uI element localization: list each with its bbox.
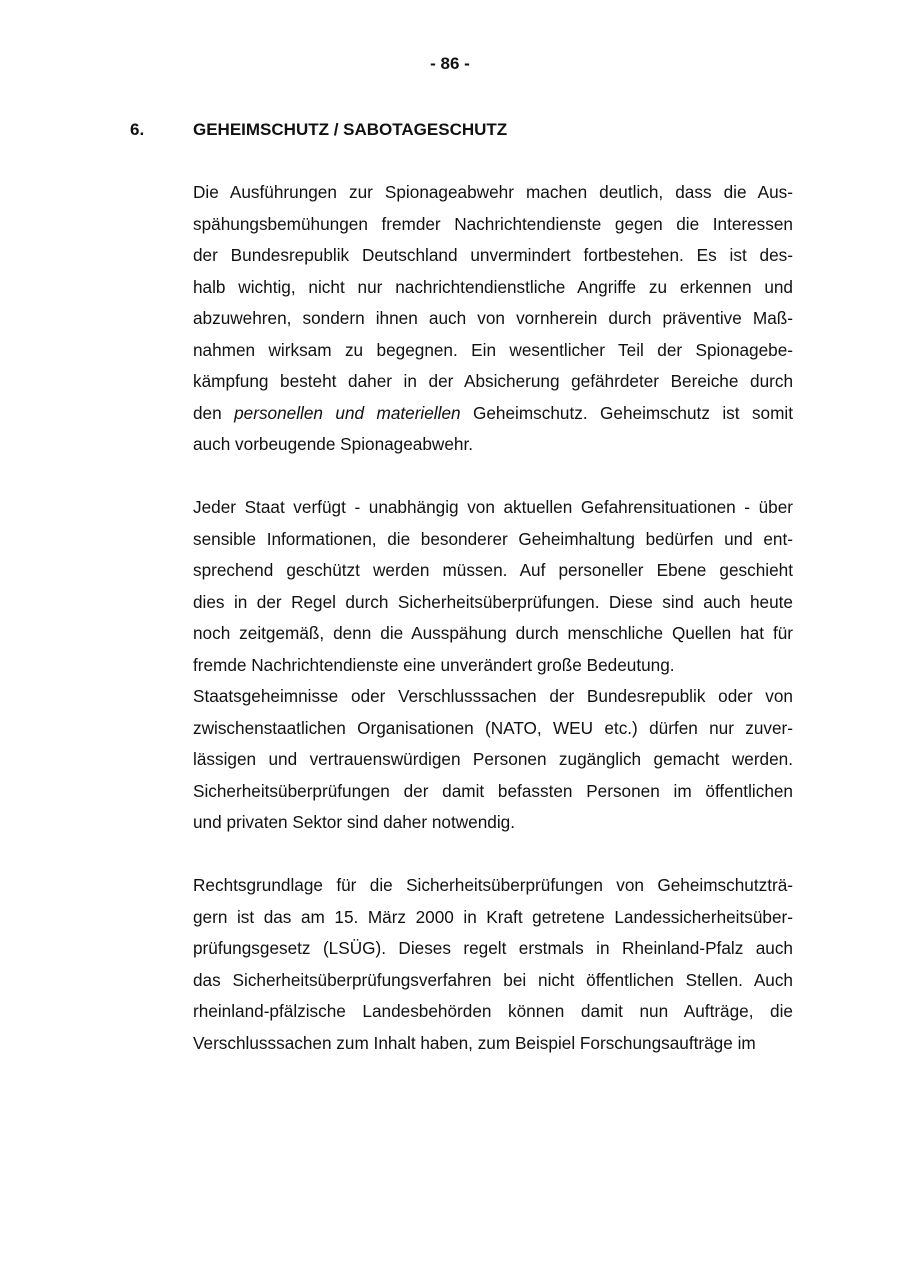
text-line: auch vorbeugende Spionageabwehr. (193, 434, 474, 454)
paragraph (193, 492, 793, 681)
italic-emphasis: personellen und materiellen (234, 402, 461, 423)
text-line: Die Ausführungen zur Spionageabwehr machen deutlich, dass die Aus- (193, 182, 793, 202)
text-line: Sicherheitsüberprüfungen der damit befassten Personen im öffentlichen (193, 780, 793, 801)
text-line: prüfungsgesetz (LSÜG). Dieses regelt erstmals in Rheinland-Pfalz auch (193, 938, 793, 958)
text-line: Rechtsgrundlage für die Sicherheitsüberprüfungen von Geheimschutzträ- (193, 875, 793, 895)
text-line: rheinland-pfälzische Landesbehörden können damit nun Aufträge, die (193, 1001, 793, 1021)
text-line: und privaten Sektor sind daher notwendig. (193, 812, 515, 832)
text-line: sensible Informationen, die besonderer Geheimhaltung bedürfen und ent- (193, 528, 793, 549)
text-line: der Bundesrepublik Deutschland unvermindert fortbestehen. Es ist des- (193, 245, 793, 265)
text-span: den (193, 402, 235, 423)
paragraph (193, 681, 793, 839)
text-line: Staatsgeheimnisse oder Verschlusssachen der Bundesrepublik oder von (193, 686, 793, 706)
paragraph (193, 177, 793, 461)
text-line: halb wichtig, nicht nur nachrichtendienstliche Angriffe zu erkennen und (193, 276, 793, 297)
section-number: 6. (130, 120, 145, 139)
text-line: noch zeitgemäß, denn die Ausspähung durch menschliche Quellen hat für (193, 623, 793, 643)
text-line: nahmen wirksam zu begegnen. Ein wesentlicher Teil der Spionagebe- (193, 339, 793, 360)
text-line: fremde Nachrichtendienste eine unverändert große Bedeutung. (193, 654, 675, 675)
paragraph-gap (193, 839, 793, 871)
text-span: Geheimschutz. Geheimschutz ist somit (460, 402, 794, 423)
text-line: lässigen und vertrauenswürdigen Personen zugänglich gemacht werden. (193, 749, 793, 769)
text-line: das Sicherheitsüberprüfungsverfahren bei nicht öffentlichen Stellen. Auch (193, 969, 793, 990)
text-line: Jeder Staat verfügt - unabhängig von aktuellen Gefahrensituationen - über (193, 497, 793, 517)
text-line: sprechend geschützt werden müssen. Auf personeller Ebene geschieht (193, 560, 793, 580)
paragraph-gap (193, 461, 793, 493)
text-line (193, 398, 793, 430)
section-title: GEHEIMSCHUTZ / SABOTAGESCHUTZ (193, 120, 508, 139)
text-line: Verschlusssachen zum Inhalt haben, zum Beispiel Forschungsaufträge im (193, 1032, 756, 1053)
text-line: kämpfung besteht daher in der Absicherung gefährdeter Bereiche durch (193, 371, 793, 391)
paragraph (193, 870, 793, 1059)
text-line: dies in der Regel durch Sicherheitsüberprüfungen. Diese sind auch heute (193, 591, 793, 612)
body-text (193, 177, 793, 1059)
text-line: abzuwehren, sondern ihnen auch von vornherein durch präventive Maß- (193, 308, 793, 328)
text-line: gern ist das am 15. März 2000 in Kraft getretene Landessicherheitsüber- (193, 906, 793, 927)
text-line: spähungsbemühungen fremder Nachrichtendienste gegen die Interessen (193, 213, 793, 234)
page-number: - 86 - (430, 54, 470, 73)
text-line: zwischenstaatlichen Organisationen (NATO, WEU etc.) dürfen nur zuver- (193, 717, 793, 738)
